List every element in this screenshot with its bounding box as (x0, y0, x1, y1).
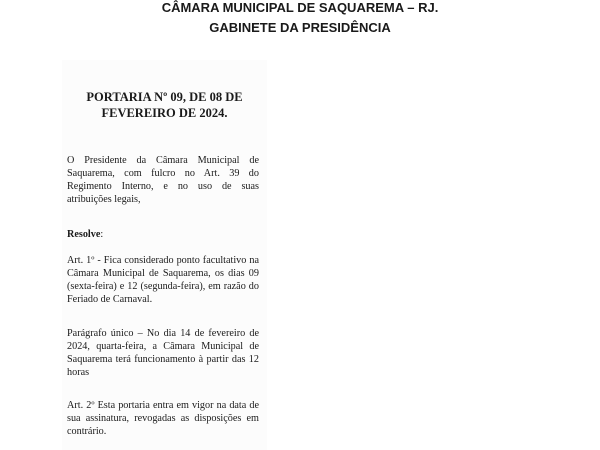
resolve-colon: : (100, 229, 104, 240)
header-title: CÂMARA MUNICIPAL DE SAQUAREMA – RJ. (161, 0, 439, 15)
portaria-title-line2: FEVEREIRO DE 2024. (101, 106, 228, 120)
portaria-title-line1: PORTARIA Nº 09, DE 08 DE (86, 90, 243, 104)
preamble-paragraph: O Presidente da Câmara Municipal de Saquarema, com fulcro no Art. 39 do Regimento Interno, e no uso de suas atribuições legais, (67, 155, 259, 205)
portaria-title (62, 89, 267, 121)
header-subtitle: GABINETE DA PRESIDÊNCIA (209, 20, 391, 35)
resolve-line (67, 228, 259, 241)
article-2-paragraph: Art. 2º Esta portaria entra em vigor na data de sua assinatura, revogadas as disposições em contrário. (67, 400, 259, 437)
paragrafo-unico-paragraph: Parágrafo único – No dia 14 de fevereiro de 2024, quarta-feira, a Câmara Municipal de Saquarema terá funcionamento à partir das 12 horas (67, 328, 259, 378)
resolve-label: Resolve (67, 229, 101, 240)
article-1-paragraph: Art. 1º - Fica considerado ponto facultativo na Câmara Municipal de Saquarema, os dias 09 (sexta-feira) e 12 (segunda-feira), em razão do Feriado de Carnaval. (67, 255, 259, 305)
